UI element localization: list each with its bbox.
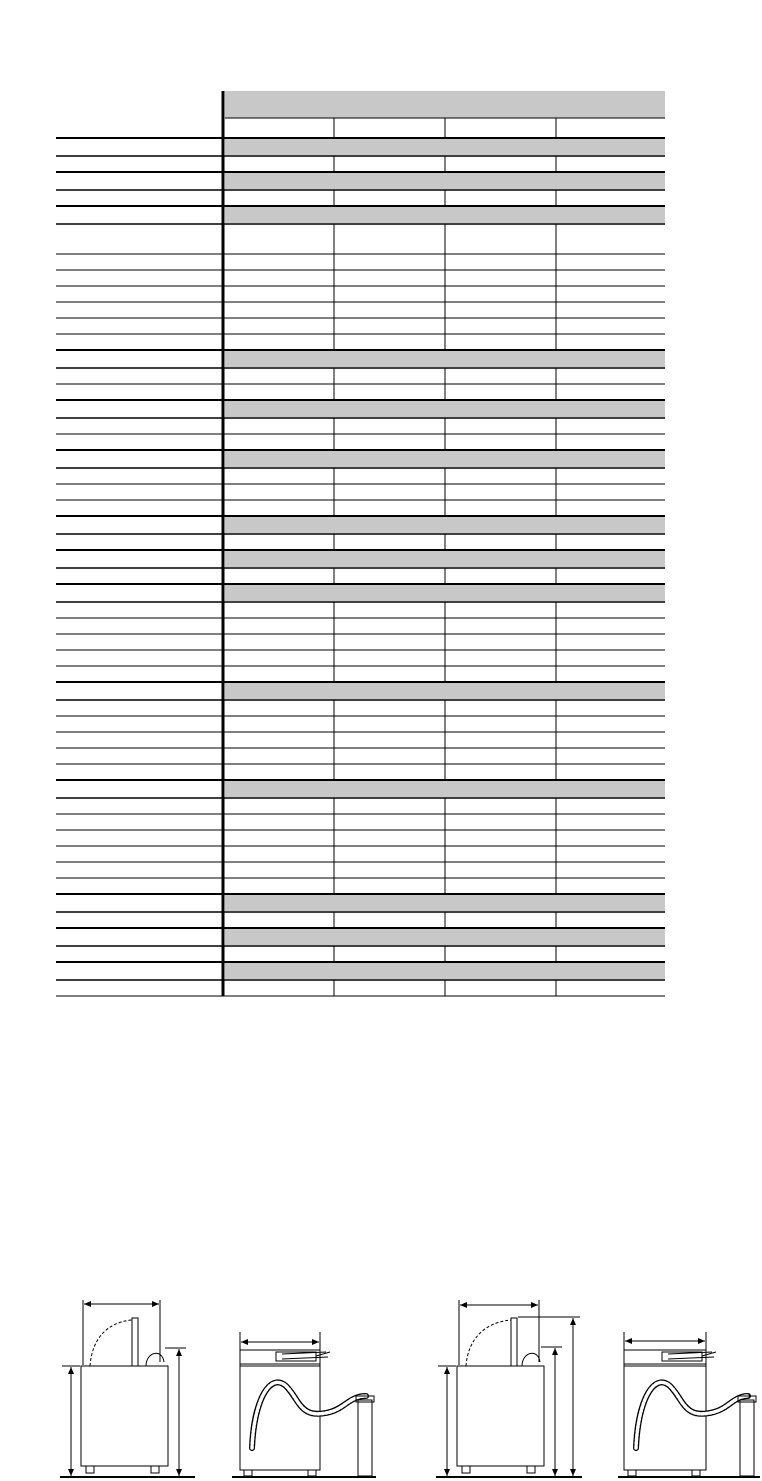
open-lid [511, 1318, 517, 1366]
section-band [225, 551, 665, 567]
drain-hose [636, 1382, 748, 1448]
section-band [225, 895, 665, 911]
section-band [225, 683, 665, 699]
section-band [225, 781, 665, 797]
leveling-foot [151, 1466, 159, 1473]
leveling-foot [628, 1470, 636, 1476]
water-inlet-hoses [282, 1352, 330, 1359]
open-lid [132, 1318, 138, 1366]
section-band [225, 451, 665, 467]
cabinet-body [457, 1366, 544, 1466]
leveling-foot [692, 1470, 700, 1476]
section-band [225, 585, 665, 601]
side-view-unit-a [60, 1300, 195, 1477]
control-knob [146, 1353, 164, 1366]
section-band [225, 173, 665, 189]
section-band [225, 963, 665, 979]
water-inlet-hoses [668, 1352, 716, 1359]
front-view-unit-b [618, 1332, 760, 1477]
leveling-foot [244, 1470, 252, 1476]
lid-swing-arc [466, 1320, 511, 1366]
section-band [225, 401, 665, 417]
lid-swing-arc [90, 1320, 132, 1366]
front-view-unit-a [232, 1332, 376, 1477]
section-band [225, 351, 665, 367]
cabinet-body [81, 1366, 168, 1466]
leveling-foot [462, 1466, 470, 1473]
dimension-drawings [0, 1290, 762, 1481]
standpipe [358, 1400, 372, 1476]
control-knob [522, 1353, 540, 1366]
section-band [225, 139, 665, 155]
table-title-band [225, 91, 665, 118]
side-view-unit-b [436, 1300, 582, 1477]
section-band [225, 517, 665, 533]
drain-hose [252, 1382, 366, 1448]
section-band [225, 929, 665, 945]
leveling-foot [527, 1466, 535, 1473]
leveling-foot [308, 1470, 316, 1476]
leveling-foot [86, 1466, 94, 1473]
standpipe [740, 1400, 754, 1476]
section-band [225, 207, 665, 223]
dimension-drawings-svg [0, 1290, 762, 1481]
